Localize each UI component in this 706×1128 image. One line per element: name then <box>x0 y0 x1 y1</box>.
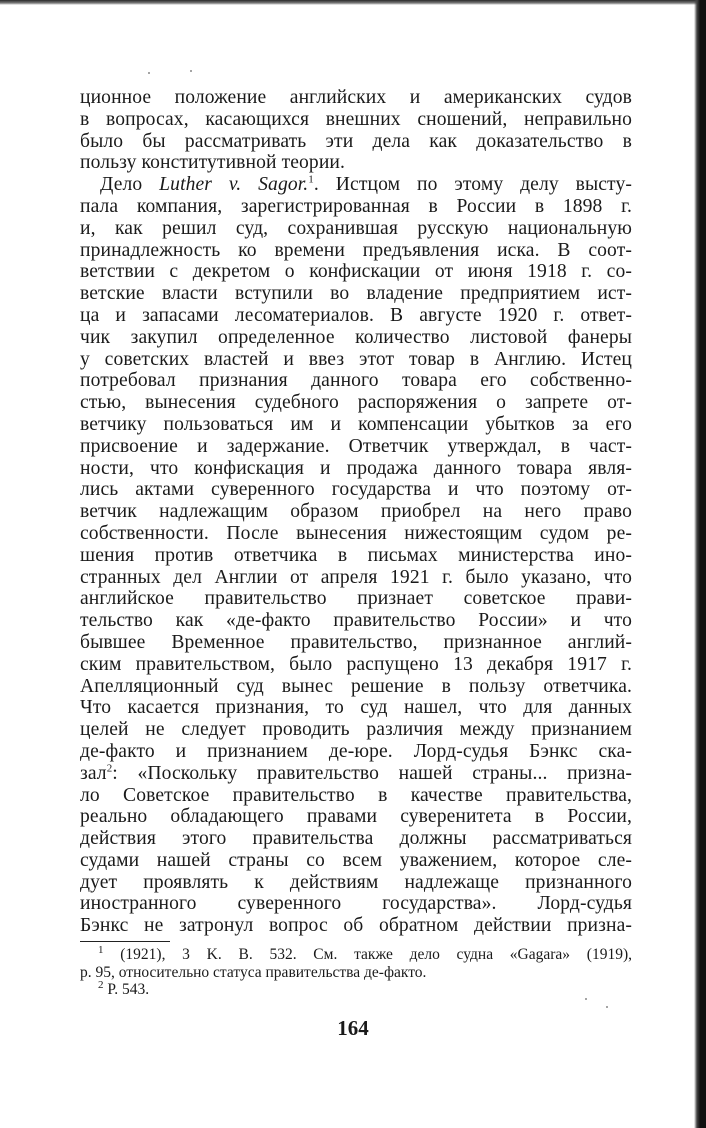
text-line: чик закупил определенное количество листовой фанеры <box>80 326 632 348</box>
text-line: присвоение и задержание. Ответчик утверждал, в част- <box>80 435 632 457</box>
text-line: пала компания, зарегистрированная в России в 1898 г. <box>80 195 632 217</box>
text-line-case-heading <box>80 174 632 196</box>
text-line: иностранного суверенного государства». Лорд-судья <box>80 893 632 915</box>
footnote-ref-1: 1 <box>308 173 314 186</box>
text-line: ционное положение английских и американских судов <box>80 87 632 108</box>
text-line: потребовал признания данного товара его собственно- <box>80 370 632 392</box>
quote-lead: зал <box>80 762 107 784</box>
text-line: тельство как «де-факто правительство России» и что <box>80 610 632 632</box>
footnote-separator <box>80 941 170 942</box>
text-line: принадлежность ко времени предъявления иска. В соот- <box>80 239 632 261</box>
quote-start-rest: : «Поскольку правительство нашей страны... призна- <box>112 762 632 784</box>
text-line: ветские власти вступили во владение предприятием ист- <box>80 283 632 305</box>
text-line: Бэнкс не затронул вопрос об обратном действии призна- <box>80 915 632 937</box>
scan-shadow-right <box>694 0 706 1128</box>
text-line: шения против ответчика в письмах министерства ино- <box>80 544 632 566</box>
text-line: собственности. После вынесения нижестоящим судом ре- <box>80 522 632 544</box>
footnote-1-mark: 1 <box>98 943 104 956</box>
text-line: у советских властей и ввез этот товар в Англию. Истец <box>80 348 632 370</box>
text-line: ветчик надлежащим образом приобрел на него право <box>80 501 632 523</box>
scan-speck <box>190 70 192 72</box>
text-line: ским правительством, было распущено 13 декабря 1917 г. <box>80 653 632 675</box>
text-line: судами нашей страны со всем уважением, которое сле- <box>80 849 632 871</box>
text-line: и, как решил суд, сохранившая русскую национальную <box>80 217 632 239</box>
text-line: ветчику пользоваться им и компенсации убытков за его <box>80 413 632 435</box>
scan-speck <box>148 72 150 74</box>
footnote-2-line <box>80 978 632 999</box>
text-line: целей не следует проводить различия между признанием <box>80 719 632 741</box>
text-line: стью, вынесения судебного распоряжения о запрете от- <box>80 392 632 414</box>
scan-shadow-top <box>0 0 706 5</box>
text-line: ветствии с декретом о конфискации от июня 1918 г. со- <box>80 261 632 283</box>
text-line: Апелляционный суд вынес решение в пользу ответчика. <box>80 675 632 697</box>
text-line: бывшее Временное правительство, признанное англий- <box>80 631 632 653</box>
scan-speck <box>606 1006 608 1008</box>
main-text-column <box>80 87 632 937</box>
text-line: в вопросах, касающихся внешних сношений, неправильно <box>80 108 632 130</box>
text-line: дует проявлять к действиям надлежаще признанного <box>80 871 632 893</box>
footnote-ref-2: 2 <box>106 762 113 775</box>
footnote-1-line-1 <box>80 943 632 964</box>
case-heading-rest: . Истцом по этому делу высту- <box>313 174 632 196</box>
text-line: реально обладающего правами суверенитета в России, <box>80 806 632 828</box>
text-line: ло Советское правительство в качестве правительства, <box>80 784 632 806</box>
text-line: пользу конститутивной теории. <box>80 152 346 174</box>
page-number: 164 <box>337 1016 369 1040</box>
footnote-2-mark: 2 <box>98 978 104 991</box>
text-line: лись актами суверенного государства и что поэтому от- <box>80 479 632 501</box>
text-line: было бы рассматривать эти дела как доказательство в <box>80 130 632 152</box>
text-line: ности, что конфискация и продажа данного товара явля- <box>80 457 632 479</box>
case-prefix: Дело <box>100 174 160 196</box>
footnote-2-text: P. 543. <box>103 981 150 998</box>
footnotes-block <box>80 943 632 999</box>
text-line: странных дел Англии от апреля 1921 г. было указано, что <box>80 566 632 588</box>
text-line-quote-start <box>80 763 632 785</box>
text-line: английское правительство признает советское прави- <box>80 588 632 610</box>
footnote-1-line-2: p. 95, относительно статуса правительства де-факто. <box>80 963 427 981</box>
text-line: Что касается признания, то суд нашел, что для данных <box>80 697 632 719</box>
text-line: де-факто и признанием де-юре. Лорд-судья Бэнкс ска- <box>80 740 632 762</box>
text-line: действия этого правительства должны рассматриваться <box>80 828 632 850</box>
case-name: Luther v. Sagor. <box>159 174 309 196</box>
text-line: ца и запасами лесоматериалов. В августе 1920 г. ответ- <box>80 304 632 326</box>
footnote-1-text: (1921), 3 K. B. 532. См. также дело судна «Gagara» (1919), <box>103 946 632 963</box>
